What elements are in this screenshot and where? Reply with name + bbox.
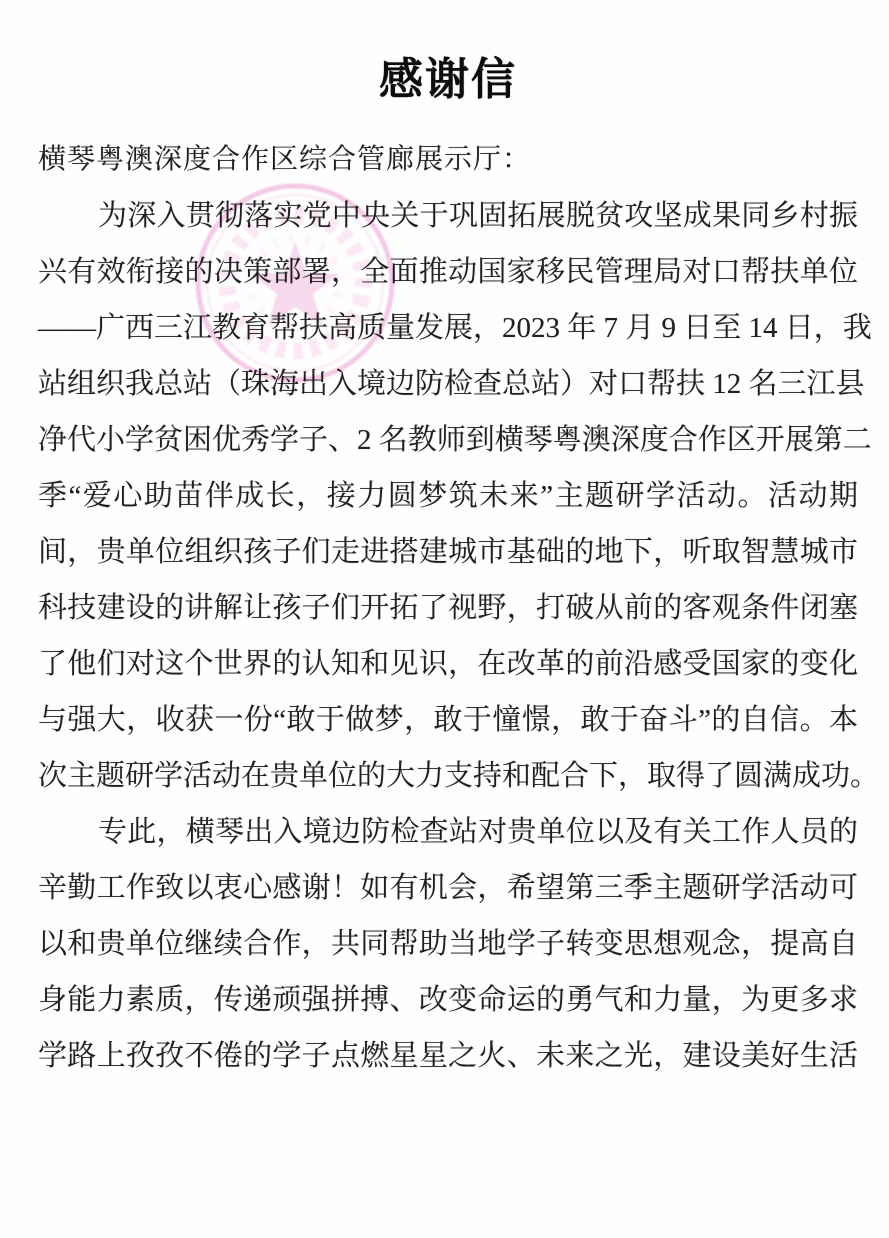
body-line: 次主题研学活动在贵单位的大力支持和配合下，取得了圆满成功。: [38, 760, 880, 792]
body-line: 站组织我总站（珠海出入境边防检查总站）对口帮扶 12 名三江县: [38, 368, 865, 400]
body-line: 为深入贯彻落实党中央关于巩固拓展脱贫攻坚成果同乡村振: [98, 200, 858, 232]
body-line: 专此，横琴出入境边防检查站对贵单位以及有关工作人员的: [98, 816, 858, 848]
page-title: 感谢信: [379, 55, 517, 104]
body-line: ——广西三江教育帮扶高质量发展，2023 年 7 月 9 日至 14 日，我: [38, 312, 872, 344]
body-line: 与强大，收获一份“敢于做梦，敢于憧憬，敢于奋斗”的自信。本: [38, 704, 858, 736]
salutation: 横琴粤澳深度合作区综合管廊展示厅：: [38, 144, 532, 175]
body-line: 辛勤工作致以衷心感谢！如有机会，希望第三季主题研学活动可: [38, 872, 858, 904]
body-line: 以和贵单位继续合作，共同帮助当地学子转变思想观念，提高自: [38, 928, 858, 960]
body-line: 科技建设的讲解让孩子们开拓了视野，打破从前的客观条件闭塞: [38, 592, 858, 624]
body-line: 了他们对这个世界的认知和见识，在改革的前沿感受国家的变化: [38, 648, 858, 680]
letter-body: [38, 188, 880, 1084]
body-line: 学路上孜孜不倦的学子点燃星星之火、未来之光，建设美好生活: [38, 1040, 858, 1072]
body-line: 身能力素质，传递顽强拼搏、改变命运的勇气和力量，为更多求: [38, 984, 858, 1016]
body-line: 季“爱心助苗伴成长，接力圆梦筑未来”主题研学活动。活动期: [38, 480, 858, 512]
body-line: 间，贵单位组织孩子们走进搭建城市基础的地下，听取智慧城市: [38, 536, 858, 568]
body-line: 净代小学贫困优秀学子、2 名教师到横琴粤澳深度合作区开展第二: [38, 424, 872, 456]
body-line: 兴有效衔接的决策部署，全面推动国家移民管理局对口帮扶单位: [38, 256, 858, 288]
